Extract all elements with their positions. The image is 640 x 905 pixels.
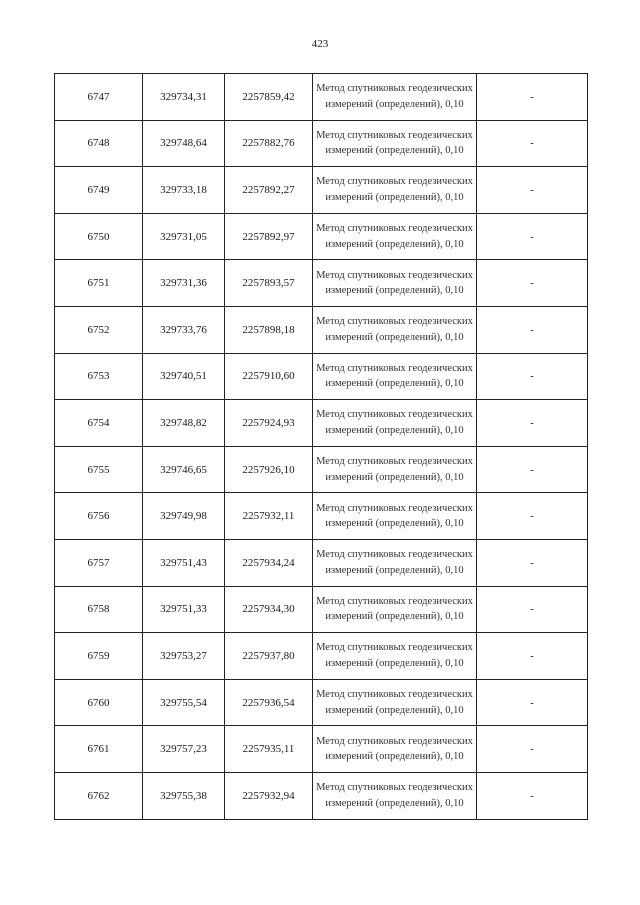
y-coordinate-cell: 2257924,93 <box>225 400 313 447</box>
note-cell: - <box>477 679 588 726</box>
x-coordinate-cell: 329733,76 <box>143 306 225 353</box>
note-cell: - <box>477 167 588 214</box>
table-row <box>55 679 588 726</box>
table-row <box>55 306 588 353</box>
note-cell: - <box>477 446 588 493</box>
note-cell: - <box>477 633 588 680</box>
y-coordinate-cell: 2257934,24 <box>225 539 313 586</box>
table-row <box>55 260 588 307</box>
point-number-cell: 6758 <box>55 586 143 633</box>
y-coordinate-cell: 2257934,30 <box>225 586 313 633</box>
point-number-cell: 6756 <box>55 493 143 540</box>
note-cell: - <box>477 539 588 586</box>
table-row <box>55 726 588 773</box>
table-row <box>55 539 588 586</box>
point-number-cell: 6757 <box>55 539 143 586</box>
method-cell: Метод спутниковых геодезических измерений (определений), 0,10 <box>313 260 477 307</box>
x-coordinate-cell: 329748,64 <box>143 120 225 167</box>
y-coordinate-cell: 2257893,57 <box>225 260 313 307</box>
note-cell: - <box>477 120 588 167</box>
table-row <box>55 120 588 167</box>
point-number-cell: 6759 <box>55 633 143 680</box>
y-coordinate-cell: 2257937,80 <box>225 633 313 680</box>
method-cell: Метод спутниковых геодезических измерений (определений), 0,10 <box>313 772 477 819</box>
table-row <box>55 353 588 400</box>
x-coordinate-cell: 329731,36 <box>143 260 225 307</box>
x-coordinate-cell: 329746,65 <box>143 446 225 493</box>
y-coordinate-cell: 2257910,60 <box>225 353 313 400</box>
method-cell: Метод спутниковых геодезических измерений (определений), 0,10 <box>313 493 477 540</box>
x-coordinate-cell: 329740,51 <box>143 353 225 400</box>
y-coordinate-cell: 2257932,11 <box>225 493 313 540</box>
point-number-cell: 6751 <box>55 260 143 307</box>
point-number-cell: 6760 <box>55 679 143 726</box>
method-cell: Метод спутниковых геодезических измерений (определений), 0,10 <box>313 446 477 493</box>
x-coordinate-cell: 329749,98 <box>143 493 225 540</box>
point-number-cell: 6755 <box>55 446 143 493</box>
x-coordinate-cell: 329757,23 <box>143 726 225 773</box>
table-row <box>55 772 588 819</box>
method-cell: Метод спутниковых геодезических измерений (определений), 0,10 <box>313 726 477 773</box>
method-cell: Метод спутниковых геодезических измерений (определений), 0,10 <box>313 213 477 260</box>
table-row <box>55 74 588 121</box>
table-row <box>55 493 588 540</box>
point-number-cell: 6747 <box>55 74 143 121</box>
table-row <box>55 633 588 680</box>
note-cell: - <box>477 726 588 773</box>
method-cell: Метод спутниковых геодезических измерений (определений), 0,10 <box>313 633 477 680</box>
y-coordinate-cell: 2257859,42 <box>225 74 313 121</box>
point-number-cell: 6748 <box>55 120 143 167</box>
method-cell: Метод спутниковых геодезических измерений (определений), 0,10 <box>313 74 477 121</box>
note-cell: - <box>477 74 588 121</box>
method-cell: Метод спутниковых геодезических измерений (определений), 0,10 <box>313 586 477 633</box>
x-coordinate-cell: 329751,33 <box>143 586 225 633</box>
y-coordinate-cell: 2257892,27 <box>225 167 313 214</box>
point-number-cell: 6749 <box>55 167 143 214</box>
method-cell: Метод спутниковых геодезических измерений (определений), 0,10 <box>313 679 477 726</box>
point-number-cell: 6761 <box>55 726 143 773</box>
table-row <box>55 446 588 493</box>
method-cell: Метод спутниковых геодезических измерений (определений), 0,10 <box>313 539 477 586</box>
x-coordinate-cell: 329755,54 <box>143 679 225 726</box>
coordinates-table <box>54 73 588 820</box>
y-coordinate-cell: 2257932,94 <box>225 772 313 819</box>
x-coordinate-cell: 329733,18 <box>143 167 225 214</box>
point-number-cell: 6753 <box>55 353 143 400</box>
point-number-cell: 6754 <box>55 400 143 447</box>
note-cell: - <box>477 493 588 540</box>
x-coordinate-cell: 329731,05 <box>143 213 225 260</box>
y-coordinate-cell: 2257892,97 <box>225 213 313 260</box>
point-number-cell: 6752 <box>55 306 143 353</box>
y-coordinate-cell: 2257898,18 <box>225 306 313 353</box>
x-coordinate-cell: 329734,31 <box>143 74 225 121</box>
table-row <box>55 400 588 447</box>
note-cell: - <box>477 260 588 307</box>
x-coordinate-cell: 329751,43 <box>143 539 225 586</box>
table-row <box>55 586 588 633</box>
x-coordinate-cell: 329755,38 <box>143 772 225 819</box>
table-row <box>55 167 588 214</box>
method-cell: Метод спутниковых геодезических измерений (определений), 0,10 <box>313 400 477 447</box>
y-coordinate-cell: 2257926,10 <box>225 446 313 493</box>
y-coordinate-cell: 2257882,76 <box>225 120 313 167</box>
note-cell: - <box>477 213 588 260</box>
note-cell: - <box>477 400 588 447</box>
x-coordinate-cell: 329748,82 <box>143 400 225 447</box>
method-cell: Метод спутниковых геодезических измерений (определений), 0,10 <box>313 353 477 400</box>
note-cell: - <box>477 772 588 819</box>
y-coordinate-cell: 2257935,11 <box>225 726 313 773</box>
method-cell: Метод спутниковых геодезических измерений (определений), 0,10 <box>313 306 477 353</box>
note-cell: - <box>477 353 588 400</box>
method-cell: Метод спутниковых геодезических измерений (определений), 0,10 <box>313 167 477 214</box>
point-number-cell: 6750 <box>55 213 143 260</box>
page-number: 423 <box>311 38 329 50</box>
x-coordinate-cell: 329753,27 <box>143 633 225 680</box>
note-cell: - <box>477 586 588 633</box>
point-number-cell: 6762 <box>55 772 143 819</box>
method-cell: Метод спутниковых геодезических измерений (определений), 0,10 <box>313 120 477 167</box>
y-coordinate-cell: 2257936,54 <box>225 679 313 726</box>
table-row <box>55 213 588 260</box>
coordinates-table-body <box>55 74 588 820</box>
note-cell: - <box>477 306 588 353</box>
